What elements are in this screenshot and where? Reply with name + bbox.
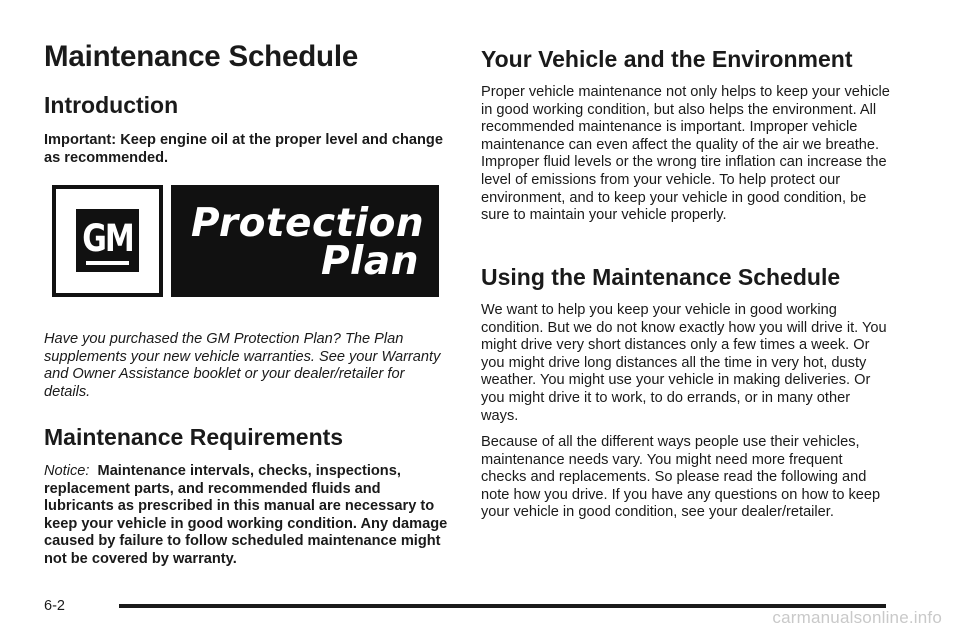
gm-logo-icon bbox=[76, 209, 139, 272]
page-title: Maintenance Schedule bbox=[44, 40, 359, 73]
using-schedule-text-2: Because of all the different ways people use their vehicles, maintenance needs vary. You might need more frequent checks and replacements. So please read the following and note how you drive. If you have any questions on how to keep your vehicle in good condition, see your dealer/retailer. bbox=[481, 434, 881, 521]
important-note: Important: Keep engine oil at the proper level and change as recommended. bbox=[44, 132, 443, 166]
notice-text: Maintenance intervals, checks, inspections, replacement parts, and recommended fluids and lubricants as prescribed in this manual are necessary to keep your vehicle in good working condition. Any damage caused by failure to follow scheduled maintenance might not be covered by warranty. bbox=[44, 463, 448, 567]
maintenance-requirements-heading: Maintenance Requirements bbox=[44, 424, 344, 450]
protection-plan-badge bbox=[171, 185, 439, 297]
notice-label: Notice: bbox=[44, 463, 90, 479]
environment-heading: Your Vehicle and the Environment bbox=[481, 46, 853, 72]
notice-paragraph bbox=[44, 463, 450, 569]
protection-plan-text: Have you purchased the GM Protection Plan? The Plan supplements your new vehicle warranties. See your Warranty and Owner Assistance booklet or your dealer/retailer for details. bbox=[44, 331, 441, 400]
page-number: 6-2 bbox=[44, 598, 65, 614]
protection-plan-line2: Plan bbox=[320, 239, 419, 284]
watermark: carmanualsonline.info bbox=[772, 608, 942, 627]
footer-rule bbox=[119, 604, 886, 608]
gm-protection-plan-logo bbox=[52, 185, 439, 297]
using-schedule-heading: Using the Maintenance Schedule bbox=[481, 264, 841, 290]
using-schedule-text-1: We want to help you keep your vehicle in good working condition. But we do not know exactly how you will drive it. You might drive very short distances only a few times a week. Or you might drive long distances all the time in very hot, dusty weather. You might use your vehicle in making deliveries. Or you might drive it to work, to do errands, or in many other ways. bbox=[481, 302, 887, 424]
environment-text: Proper vehicle maintenance not only helps to keep your vehicle in good working condition, but also helps the environment. All recommended maintenance is important. Improper vehicle maintenance can even affect the quality of the air we breathe. Improper fluid levels or the wrong tire inflation can increase the level of emissions from your vehicle. To help protect our environment, and to keep your vehicle in good condition, be sure to maintain your vehicle properly. bbox=[481, 84, 890, 224]
gm-logo-frame bbox=[52, 185, 163, 297]
protection-plan-line1: Protection bbox=[191, 201, 425, 246]
introduction-heading: Introduction bbox=[44, 92, 179, 118]
gm-logo-text: GM bbox=[82, 217, 133, 261]
